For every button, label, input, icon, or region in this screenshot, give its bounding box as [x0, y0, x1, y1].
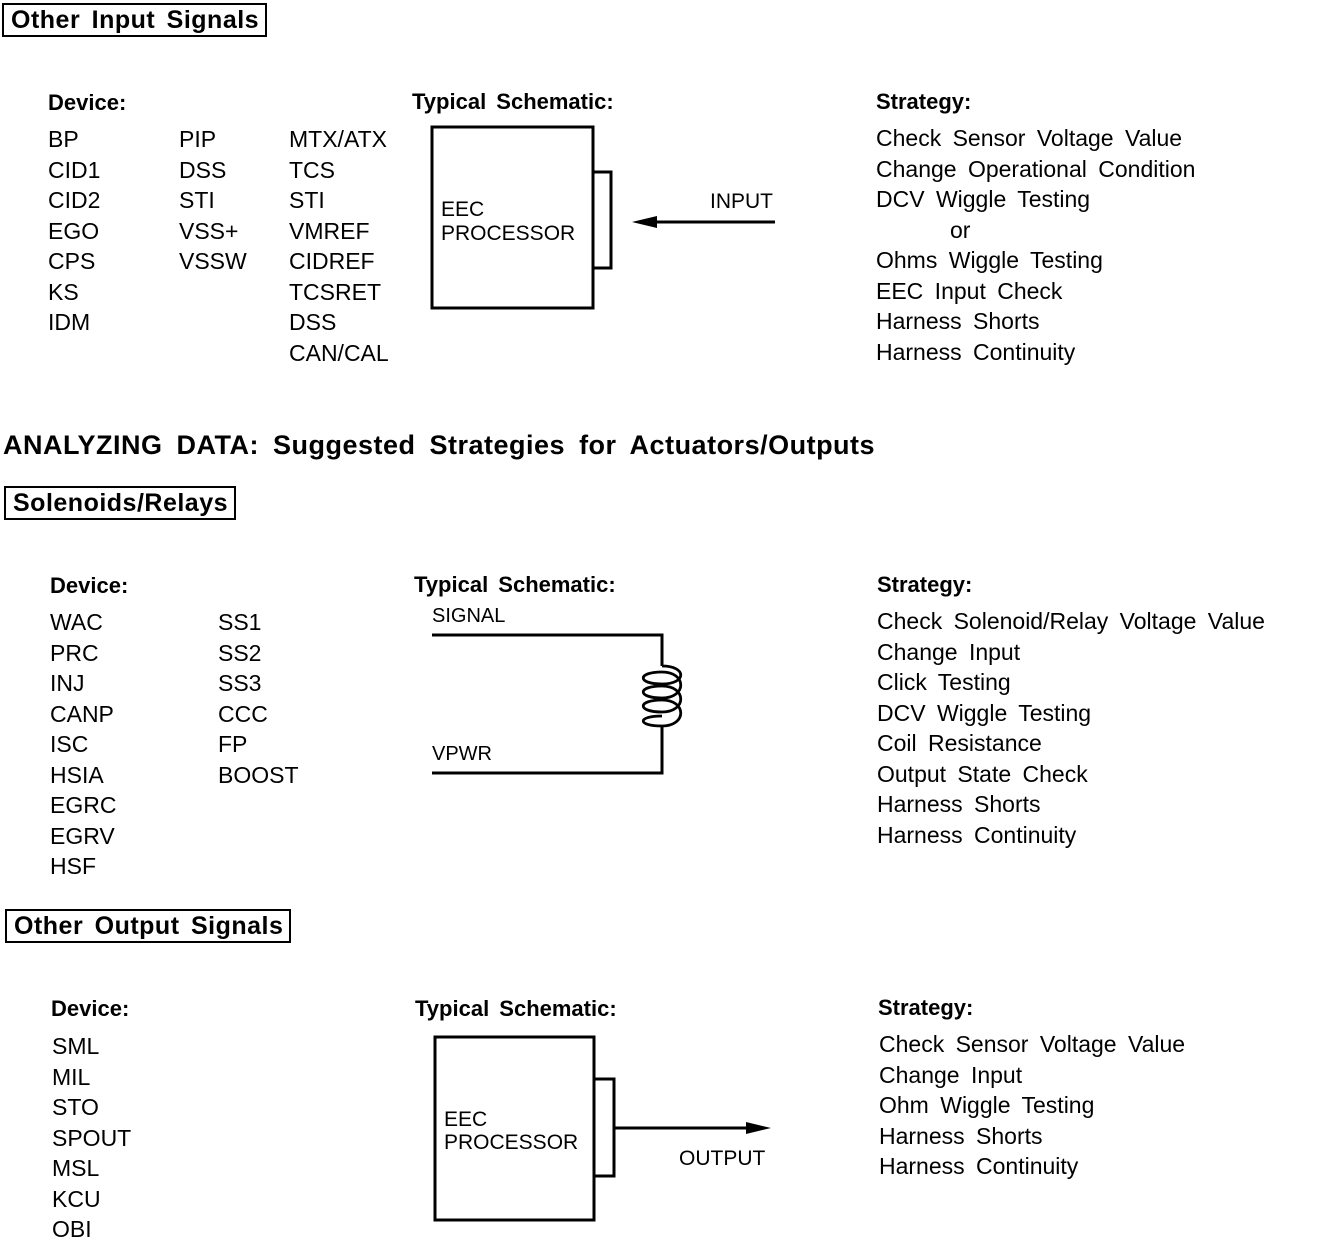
output-device-header: Device:: [51, 996, 130, 1021]
list-item: Harness Continuity: [876, 338, 1076, 365]
list-item: EGRC: [50, 792, 117, 818]
signal-label: SIGNAL: [432, 605, 506, 627]
box-label-line1: EEC: [441, 198, 485, 221]
list-item: VMREF: [289, 217, 370, 244]
list-item: Harness Continuity: [879, 1153, 1079, 1179]
solenoids-devices-col1: [50, 607, 116, 882]
input-schematic-header: Typical Schematic:: [412, 89, 614, 114]
signal-wire: [432, 635, 662, 666]
list-item: MTX/ATX: [289, 126, 387, 152]
list-item: BP: [48, 126, 79, 152]
solenoids-section-title: Solenoids/Relays: [4, 486, 236, 520]
solenoids-strategy-header: Strategy:: [877, 572, 973, 597]
list-item: Coil Resistance: [877, 730, 1042, 756]
list-item: Check Solenoid/Relay Voltage Value: [877, 608, 1265, 634]
list-item: SML: [52, 1033, 100, 1059]
input-devices-col2: [179, 124, 247, 277]
list-item: EGO: [48, 217, 100, 244]
list-item: CCC: [218, 700, 268, 727]
box-label-line2: PROCESSOR: [441, 222, 576, 245]
list-item: Change Input: [877, 638, 1021, 665]
input-devices-col3: [289, 124, 389, 368]
vpwr-label: VPWR: [432, 743, 492, 765]
input-strategy-list: [876, 123, 1195, 367]
list-item: VSSW: [179, 248, 247, 274]
list-item: SPOUT: [52, 1124, 132, 1151]
list-item: Click Testing: [877, 669, 1011, 695]
list-item: MSL: [52, 1155, 100, 1181]
list-item: BOOST: [218, 761, 299, 788]
input-strategy-header: Strategy:: [876, 89, 972, 114]
list-item: PIP: [179, 126, 217, 152]
list-item: SS2: [218, 639, 262, 666]
list-item: VSS+: [179, 217, 239, 244]
solenoids-devices-col2: [218, 607, 299, 790]
list-item: KS: [48, 278, 79, 305]
arrow-left-icon: [632, 216, 657, 228]
list-item: DCV Wiggle Testing: [877, 699, 1092, 726]
output-devices-col1: [52, 1031, 131, 1245]
input-devices-col1: [48, 124, 100, 338]
list-item: HSIA: [50, 761, 104, 788]
connector-tab: [594, 1079, 614, 1176]
list-item: Output State Check: [877, 760, 1088, 787]
list-item: Harness Shorts: [879, 1122, 1043, 1149]
solenoid-schematic: [425, 600, 705, 790]
list-item: Ohms Wiggle Testing: [876, 247, 1103, 273]
connector-tab: [593, 172, 611, 268]
list-item: Check Sensor Voltage Value: [879, 1031, 1186, 1057]
input-section-title: Other Input Signals: [2, 3, 267, 37]
output-schematic: [428, 1030, 798, 1230]
list-item: OBI: [52, 1216, 92, 1242]
list-item: DSS: [179, 156, 227, 183]
list-item: Ohm Wiggle Testing: [879, 1092, 1095, 1118]
list-item: STI: [289, 187, 325, 213]
input-signal-label: INPUT: [710, 190, 773, 213]
list-item: STO: [52, 1094, 99, 1120]
output-signal-label: OUTPUT: [679, 1147, 766, 1170]
list-item: TCSRET: [289, 278, 381, 305]
list-item: EEC Input Check: [876, 277, 1063, 304]
list-item: EGRV: [50, 822, 115, 849]
list-item: CID1: [48, 156, 101, 183]
arrow-right-icon: [746, 1122, 771, 1134]
list-item: DCV Wiggle Testing: [876, 186, 1091, 212]
list-item: STI: [179, 187, 215, 213]
list-item: Harness Continuity: [877, 821, 1077, 848]
output-schematic-header: Typical Schematic:: [415, 996, 617, 1021]
list-item: FP: [218, 731, 248, 757]
solenoids-strategy-list: [877, 606, 1265, 850]
list-item: CANP: [50, 700, 114, 727]
list-item: PRC: [50, 639, 99, 666]
list-item: SS1: [218, 609, 262, 635]
solenoids-schematic-header: Typical Schematic:: [414, 572, 616, 597]
list-item: Harness Shorts: [876, 308, 1040, 334]
list-item: HSF: [50, 853, 96, 879]
list-item: CAN/CAL: [289, 339, 389, 366]
box-label-line2: PROCESSOR: [444, 1131, 579, 1154]
list-item: CID2: [48, 187, 101, 213]
list-item: IDM: [48, 309, 91, 335]
box-label-line1: EEC: [444, 1108, 488, 1131]
input-device-header: Device:: [48, 90, 127, 115]
list-item: Harness Shorts: [877, 791, 1041, 817]
list-item: INJ: [50, 670, 85, 696]
list-item: MIL: [52, 1063, 91, 1090]
output-strategy-header: Strategy:: [878, 995, 974, 1020]
list-item: ISC: [50, 731, 89, 757]
output-section-title: Other Output Signals: [5, 909, 291, 943]
list-item: DSS: [289, 309, 337, 335]
solenoids-device-header: Device:: [50, 573, 129, 598]
page-title: ANALYZING DATA: Suggested Strategies for Actuators/Outputs: [3, 430, 876, 460]
coil-icon: [643, 666, 681, 726]
list-item: SS3: [218, 670, 262, 696]
list-item: KCU: [52, 1185, 101, 1212]
list-item: or: [950, 216, 971, 243]
list-item: CPS: [48, 248, 96, 274]
list-item: Check Sensor Voltage Value: [876, 125, 1183, 151]
list-item: WAC: [50, 609, 103, 635]
list-item: Change Input: [879, 1061, 1023, 1088]
input-schematic: [425, 120, 795, 320]
list-item: TCS: [289, 156, 335, 183]
output-strategy-list: [879, 1029, 1185, 1182]
list-item: CIDREF: [289, 248, 375, 274]
list-item: Change Operational Condition: [876, 155, 1196, 182]
